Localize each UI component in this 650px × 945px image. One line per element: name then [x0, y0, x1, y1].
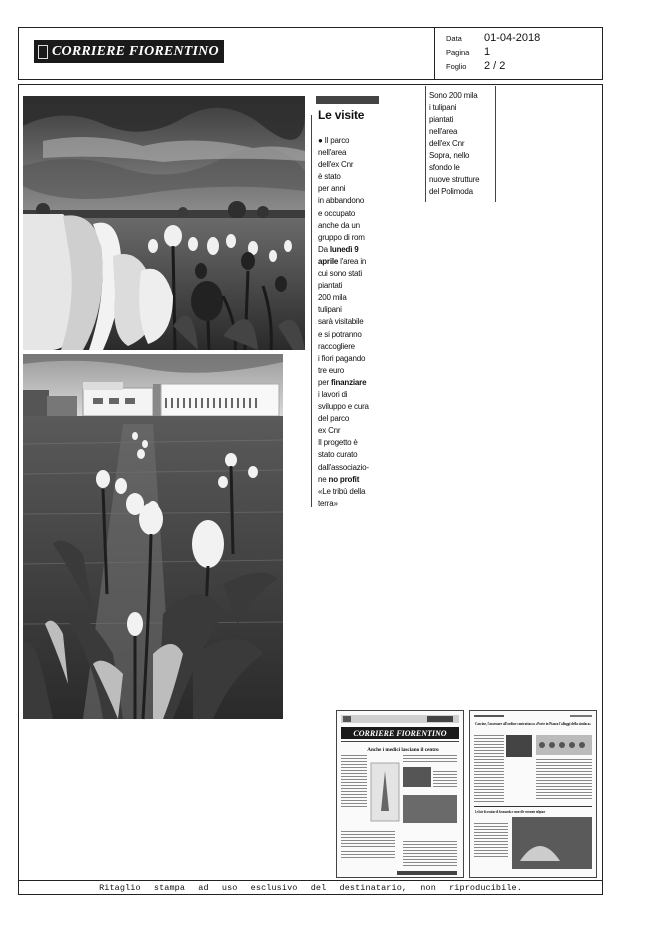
thumbnail-subheadline: Le liste di sessione di Savonarola e come elle vermente tulipane [475, 809, 546, 814]
meta-label: Data [446, 34, 462, 43]
article-text: stato curato [318, 450, 358, 460]
article-line [318, 474, 384, 486]
article-line [318, 220, 384, 232]
tulip-field-photo [23, 96, 305, 350]
article-line [318, 498, 384, 510]
article-line [318, 135, 384, 147]
meta-date [446, 32, 601, 46]
article-text: ne [318, 474, 329, 484]
meta-label: Pagina [446, 48, 470, 57]
article-line [318, 377, 384, 389]
article-text: e occupato [318, 208, 356, 218]
reproduction-notice: Ritaglio stampa ad uso esclusivo del destinatario, non riproducibile. [99, 883, 522, 893]
article-line [318, 425, 384, 437]
article-text: i fiori pagando [318, 353, 366, 363]
photo-caption [429, 90, 493, 198]
article-line [318, 365, 384, 377]
article-text: per anni [318, 184, 346, 194]
article-emphasis: finanziare [331, 377, 367, 387]
article-line [318, 449, 384, 461]
article-text: sarà visitabile [318, 317, 364, 327]
meta-label: Foglio [446, 62, 467, 71]
article-text: terra» [318, 498, 338, 508]
article-line [318, 244, 384, 256]
caption-line: piantati [429, 115, 454, 124]
article-line [318, 353, 384, 365]
article-line [318, 341, 384, 353]
footer-rule [18, 880, 603, 881]
caption-rule-left [425, 86, 426, 202]
meta-sheet [446, 60, 601, 74]
article-line [318, 292, 384, 304]
tulip-rows-photo [23, 354, 283, 719]
caption-line: Sopra, nello [429, 151, 470, 160]
caption-line: dell'ex Cnr [429, 139, 465, 148]
article-text: in abbandono [318, 196, 365, 206]
article-text: «Le tribù della [318, 486, 366, 496]
article-line [318, 232, 384, 244]
article-text: 200 mila [318, 293, 347, 303]
article-line [318, 183, 384, 195]
article-line [318, 208, 384, 220]
meta-page [446, 46, 601, 60]
thumbnail-masthead: CORRIERE FIORENTINO [353, 729, 447, 738]
article-text: piantati [318, 281, 343, 291]
meta-value: 01-04-2018 [484, 32, 541, 44]
thumbnail-headline: Cascine, l'assessore all'ordine contrattacca «Porte in Piazza l'alloggi della sindaca» [475, 721, 591, 726]
header-divider [434, 28, 435, 79]
article-text: sviluppo e cura [318, 402, 369, 412]
column-rule [311, 115, 312, 507]
article-text: tre euro [318, 365, 344, 375]
article-line [318, 171, 384, 183]
article-text: gruppo di rom [318, 232, 365, 242]
article-text: raccogliere [318, 341, 355, 351]
caption-line: sfondo le [429, 163, 460, 172]
article-line [318, 268, 384, 280]
caption-rule-right [495, 86, 496, 202]
article-text: tulipani [318, 305, 342, 315]
article-line [318, 147, 384, 159]
article-text: ex Cnr [318, 426, 341, 436]
article-emphasis: lunedì 9 [329, 244, 359, 254]
article-line [318, 195, 384, 207]
page-1-thumbnail [336, 710, 464, 878]
article-text: dall'associazio- [318, 462, 369, 472]
article-text: Da [318, 244, 330, 254]
caption-line: nuove strutture [429, 175, 480, 184]
document-meta [446, 32, 601, 74]
meta-value: 2 / 2 [484, 60, 506, 72]
article-line [318, 159, 384, 171]
article-text: del parco [318, 414, 350, 424]
document-header [18, 27, 603, 80]
article-text: ● Il parco [318, 136, 350, 145]
article-line [318, 413, 384, 425]
article-line [318, 316, 384, 328]
article-line [318, 462, 384, 474]
caption-line: Sono 200 mila [429, 91, 478, 100]
publication-name: CORRIERE FIORENTINO [52, 43, 219, 59]
article-emphasis: no profit [328, 474, 360, 484]
article-line [318, 304, 384, 316]
article-line [318, 437, 384, 449]
article-body [318, 135, 384, 510]
article-line [318, 280, 384, 292]
article-line [318, 486, 384, 498]
caption-line: del Polimoda [429, 187, 473, 196]
caption-line: i tulipani [429, 103, 457, 112]
article-emphasis: aprile [318, 256, 339, 266]
article-text: anche da un [318, 220, 360, 230]
article-title: Le visite [318, 108, 365, 122]
caption-line: nell'area [429, 127, 458, 136]
article-line [318, 256, 384, 268]
article-text: e si potranno [318, 329, 362, 339]
meta-value: 1 [484, 46, 491, 58]
publication-logo [34, 40, 224, 63]
lily-emblem-icon [38, 45, 48, 59]
article-text: Il progetto è [318, 438, 358, 448]
article-line [318, 401, 384, 413]
article-text: l'area in [338, 256, 367, 266]
section-kicker-bar [316, 96, 379, 104]
article-text: è stato [318, 172, 341, 182]
thumbnail-headline: Anche i medici lasciano il centro [367, 747, 439, 753]
article-line [318, 389, 384, 401]
page-2-thumbnail [469, 710, 597, 878]
article-text: per [318, 377, 331, 387]
article-text: i lavori di [318, 389, 348, 399]
article-text: dell'ex Cnr [318, 160, 354, 170]
article-text: nell'area [318, 148, 347, 158]
article-line [318, 329, 384, 341]
article-text: cui sono stati [318, 269, 362, 279]
